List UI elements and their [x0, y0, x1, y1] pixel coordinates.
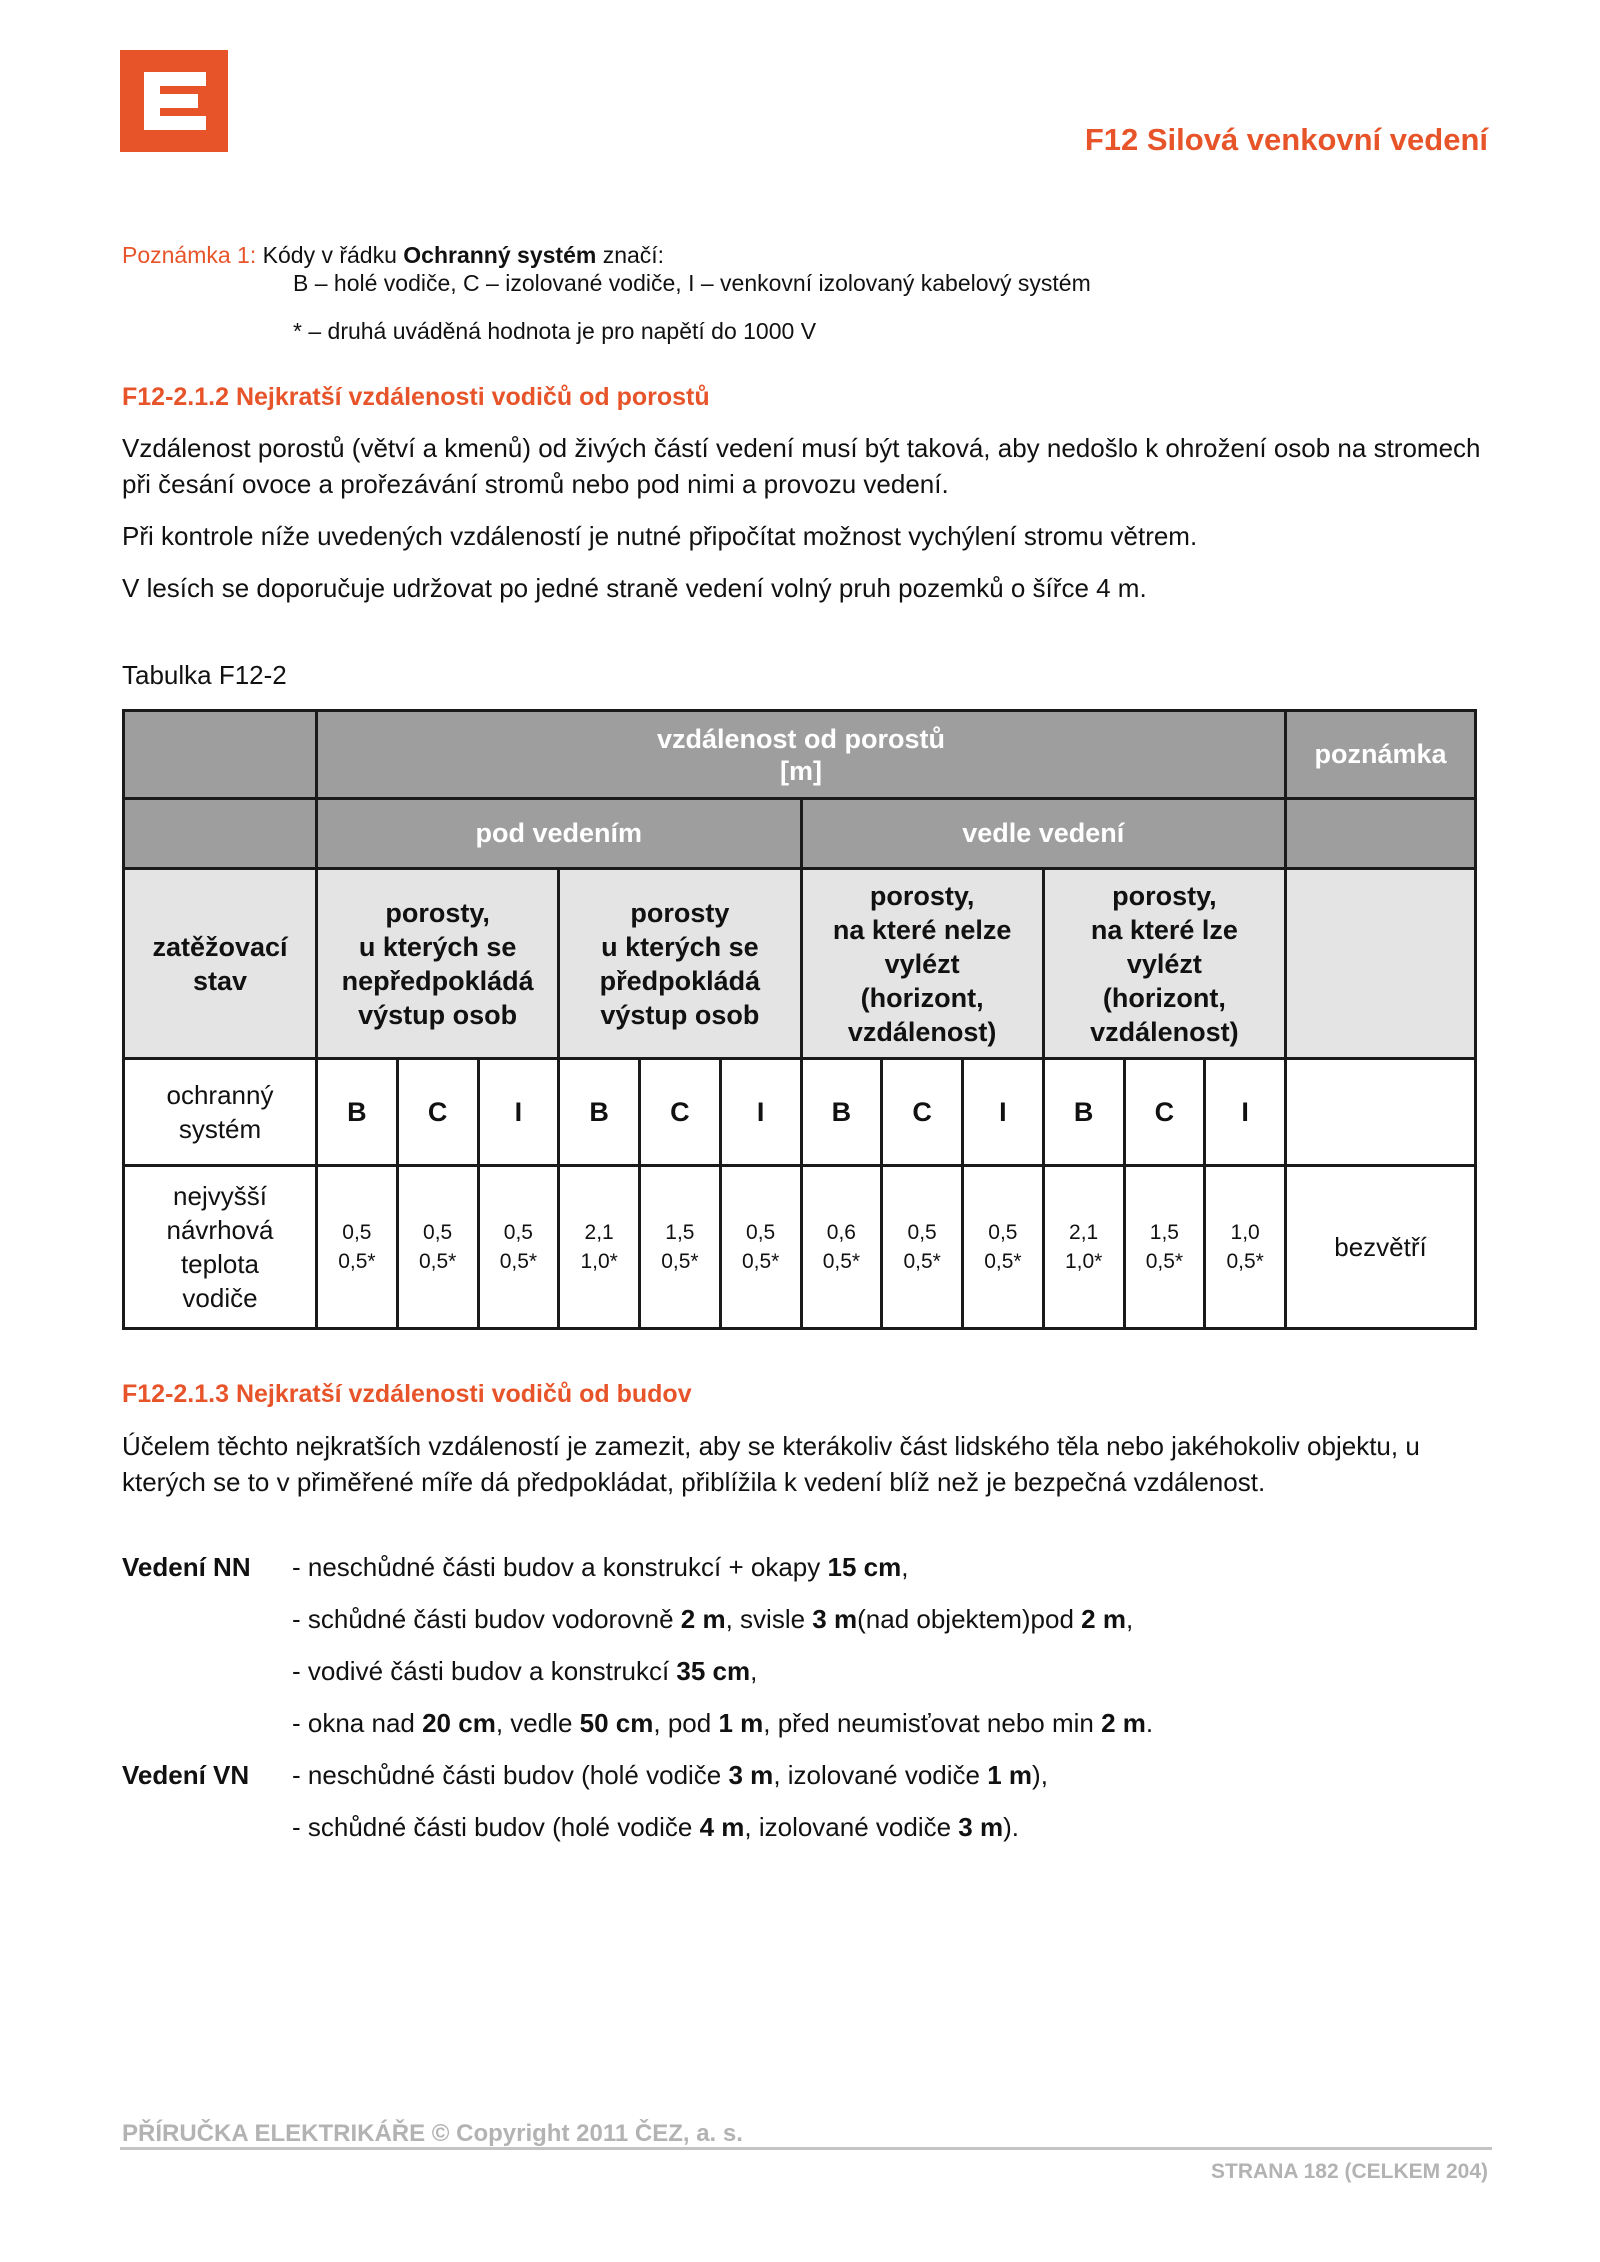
list-item-text: , izolované vodiče — [744, 1812, 959, 1842]
list-item-text: ), — [1032, 1760, 1048, 1790]
list-item-text: . — [1145, 1708, 1154, 1738]
list-item-text: , izolované vodiče — [773, 1760, 988, 1790]
list-item-text: - vodivé části budov a konstrukcí — [292, 1656, 677, 1686]
list-item-text: ). — [1003, 1812, 1019, 1842]
table-value-cell: 0,5 0,5* — [720, 1166, 801, 1329]
note-label: Poznámka 1: — [122, 242, 257, 268]
list-label-vn: Vedení VN — [122, 1760, 250, 1790]
list-item-value: 2 m — [1101, 1708, 1146, 1738]
paragraph: V lesích se doporučuje udržovat po jedné straně vedení volný pruh pozemků o šířce 4 m. — [122, 573, 1147, 603]
table-value-cell: 0,5 0,5* — [397, 1166, 478, 1329]
paragraph: Vzdálenost porostů (větví a kmenů) od živých částí vedení musí být taková, aby nedošlo k ohrožení osob na stromech při česání ovoce a prořezávání stromů nebo pod nimi a provozu vedení. — [122, 433, 1481, 499]
footer-copyright: PŘÍRUČKA ELEKTRIKÁŘE © Copyright 2011 ČEZ, a. s. — [122, 2120, 743, 2147]
list-item — [292, 1604, 1133, 1635]
table-header-distance: vzdálenost od porostů [m] — [317, 711, 1286, 799]
table-value-cell: 0,5 0,5* — [478, 1166, 559, 1329]
list-item — [292, 1656, 757, 1687]
list-item-value: 50 cm — [579, 1708, 654, 1738]
list-item-text: , svisle — [725, 1604, 813, 1634]
list-item-text: , — [1125, 1604, 1134, 1634]
list-item-text: - schůdné části budov vodorovně — [292, 1604, 681, 1634]
list-item-value: 2 m — [1081, 1604, 1126, 1634]
table-empty-cell — [1286, 799, 1476, 869]
table-code-cell: C — [882, 1059, 963, 1166]
list-item-value: 3 m — [958, 1812, 1004, 1842]
table-category: porosty, u kterých se nepředpokládá výstup osob — [317, 869, 559, 1059]
table-row-label-system: ochranný systém — [124, 1059, 317, 1166]
table-code-cell: B — [317, 1059, 398, 1166]
list-item — [292, 1760, 1048, 1791]
note-line-asterisk: * – druhá uváděná hodnota je pro napětí do 1000 V — [293, 318, 817, 344]
table-value-cell: 2,1 1,0* — [559, 1166, 640, 1329]
list-item-value: 15 cm — [827, 1552, 902, 1582]
note-intro-before: Kódy v řádku — [256, 242, 404, 268]
list-item-text: , — [901, 1552, 909, 1582]
list-item-value: 4 m — [699, 1812, 745, 1842]
footer-divider — [120, 2147, 1492, 2150]
list-item — [292, 1552, 908, 1583]
table-group-under: pod vedením — [317, 799, 802, 869]
table-value-cell: 0,5 0,5* — [882, 1166, 963, 1329]
note-intro — [122, 240, 664, 270]
table-code-cell: C — [640, 1059, 721, 1166]
list-item-text: - schůdné části budov (holé vodiče — [292, 1812, 700, 1842]
table-category: porosty, na které nelze vylézt (horizont, vzdálenost) — [801, 869, 1043, 1059]
table-code-cell: I — [720, 1059, 801, 1166]
note-intro-after: značí: — [596, 242, 665, 268]
table-value-cell: 1,5 0,5* — [1124, 1166, 1205, 1329]
table-empty-cell — [1286, 1059, 1476, 1166]
list-item-text: (nad objektem)pod — [857, 1604, 1082, 1634]
table-header-note: poznámka — [1286, 711, 1476, 799]
table-value-cell: 0,5 0,5* — [317, 1166, 398, 1329]
table-code-cell: B — [1043, 1059, 1124, 1166]
table-empty-cell — [124, 799, 317, 869]
table-value-cell: 0,5 0,5* — [963, 1166, 1044, 1329]
table-value-cell: 1,0 0,5* — [1205, 1166, 1286, 1329]
table-row-label-temperature: nejvyšší návrhová teplota vodiče — [124, 1166, 317, 1329]
table-code-cell: I — [1205, 1059, 1286, 1166]
note-line-codes: B – holé vodiče, C – izolované vodiče, I – venkovní izolovaný kabelový systém — [293, 270, 1091, 296]
table-empty-cell — [1286, 869, 1476, 1059]
page-title: F12 Silová venkovní vedení — [1084, 122, 1488, 157]
table-code-cell: C — [1124, 1059, 1205, 1166]
footer-page-number: STRANA 182 (CELKEM 204) — [1211, 2160, 1488, 2183]
list-item-text: - okna nad — [292, 1708, 423, 1738]
table-code-cell: C — [397, 1059, 478, 1166]
table-code-cell: I — [478, 1059, 559, 1166]
list-item-text: , vedle — [495, 1708, 580, 1738]
list-item — [292, 1812, 1019, 1843]
table-caption: Tabulka F12-2 — [122, 660, 287, 690]
note-intro-bold: Ochranný systém — [403, 242, 597, 268]
list-item-value: 35 cm — [676, 1656, 751, 1686]
list-item-text: - neschůdné části budov a konstrukcí + okapy — [292, 1552, 828, 1582]
list-item-text: - neschůdné části budov (holé vodiče — [292, 1760, 729, 1790]
list-label-nn: Vedení NN — [122, 1552, 251, 1582]
list-item-value: 3 m — [812, 1604, 858, 1634]
vegetation-distance-table — [122, 709, 1477, 1330]
table-category: porosty u kterých se předpokládá výstup osob — [559, 869, 801, 1059]
list-item-value: 20 cm — [422, 1708, 496, 1738]
table-value-cell: 2,1 1,0* — [1043, 1166, 1124, 1329]
table-corner-cell — [124, 711, 317, 799]
table-value-cell: 1,5 0,5* — [640, 1166, 721, 1329]
table-code-cell: I — [963, 1059, 1044, 1166]
table-code-cell: B — [559, 1059, 640, 1166]
paragraph: Při kontrole níže uvedených vzdáleností je nutné připočítat možnost vychýlení stromu větrem. — [122, 521, 1198, 551]
table-note-cell: bezvětří — [1286, 1166, 1476, 1329]
table-category: porosty, na které lze vylézt (horizont, vzdálenost) — [1043, 869, 1285, 1059]
section-heading-budovy: F12-2.1.3 Nejkratší vzdálenosti vodičů od budov — [122, 1380, 692, 1408]
table-code-cell: B — [801, 1059, 882, 1166]
table-group-beside: vedle vedení — [801, 799, 1286, 869]
table-value-cell: 0,6 0,5* — [801, 1166, 882, 1329]
list-item-text: , — [750, 1656, 758, 1686]
list-item-value: 1 m — [987, 1760, 1033, 1790]
list-item-text: , pod — [653, 1708, 719, 1738]
section-heading-porosty: F12-2.1.2 Nejkratší vzdálenosti vodičů od porostů — [122, 383, 710, 411]
list-item-value: 2 m — [680, 1604, 726, 1634]
cez-logo-icon — [120, 50, 228, 152]
paragraph: Účelem těchto nejkratších vzdáleností je zamezit, aby se kterákoliv část lidského těla nebo jakéhokoliv objektu, u kterých se to v přiměřené míře dá předpokládat, přiblížila k vedení blíž než je bezpečná vzdálenost. — [122, 1431, 1420, 1497]
list-item-text: , před neumisťovat nebo min — [763, 1708, 1102, 1738]
list-item-value: 1 m — [718, 1708, 764, 1738]
list-item — [292, 1708, 1153, 1739]
table-row-label-state: zatěžovací stav — [124, 869, 317, 1059]
list-item-value: 3 m — [728, 1760, 774, 1790]
